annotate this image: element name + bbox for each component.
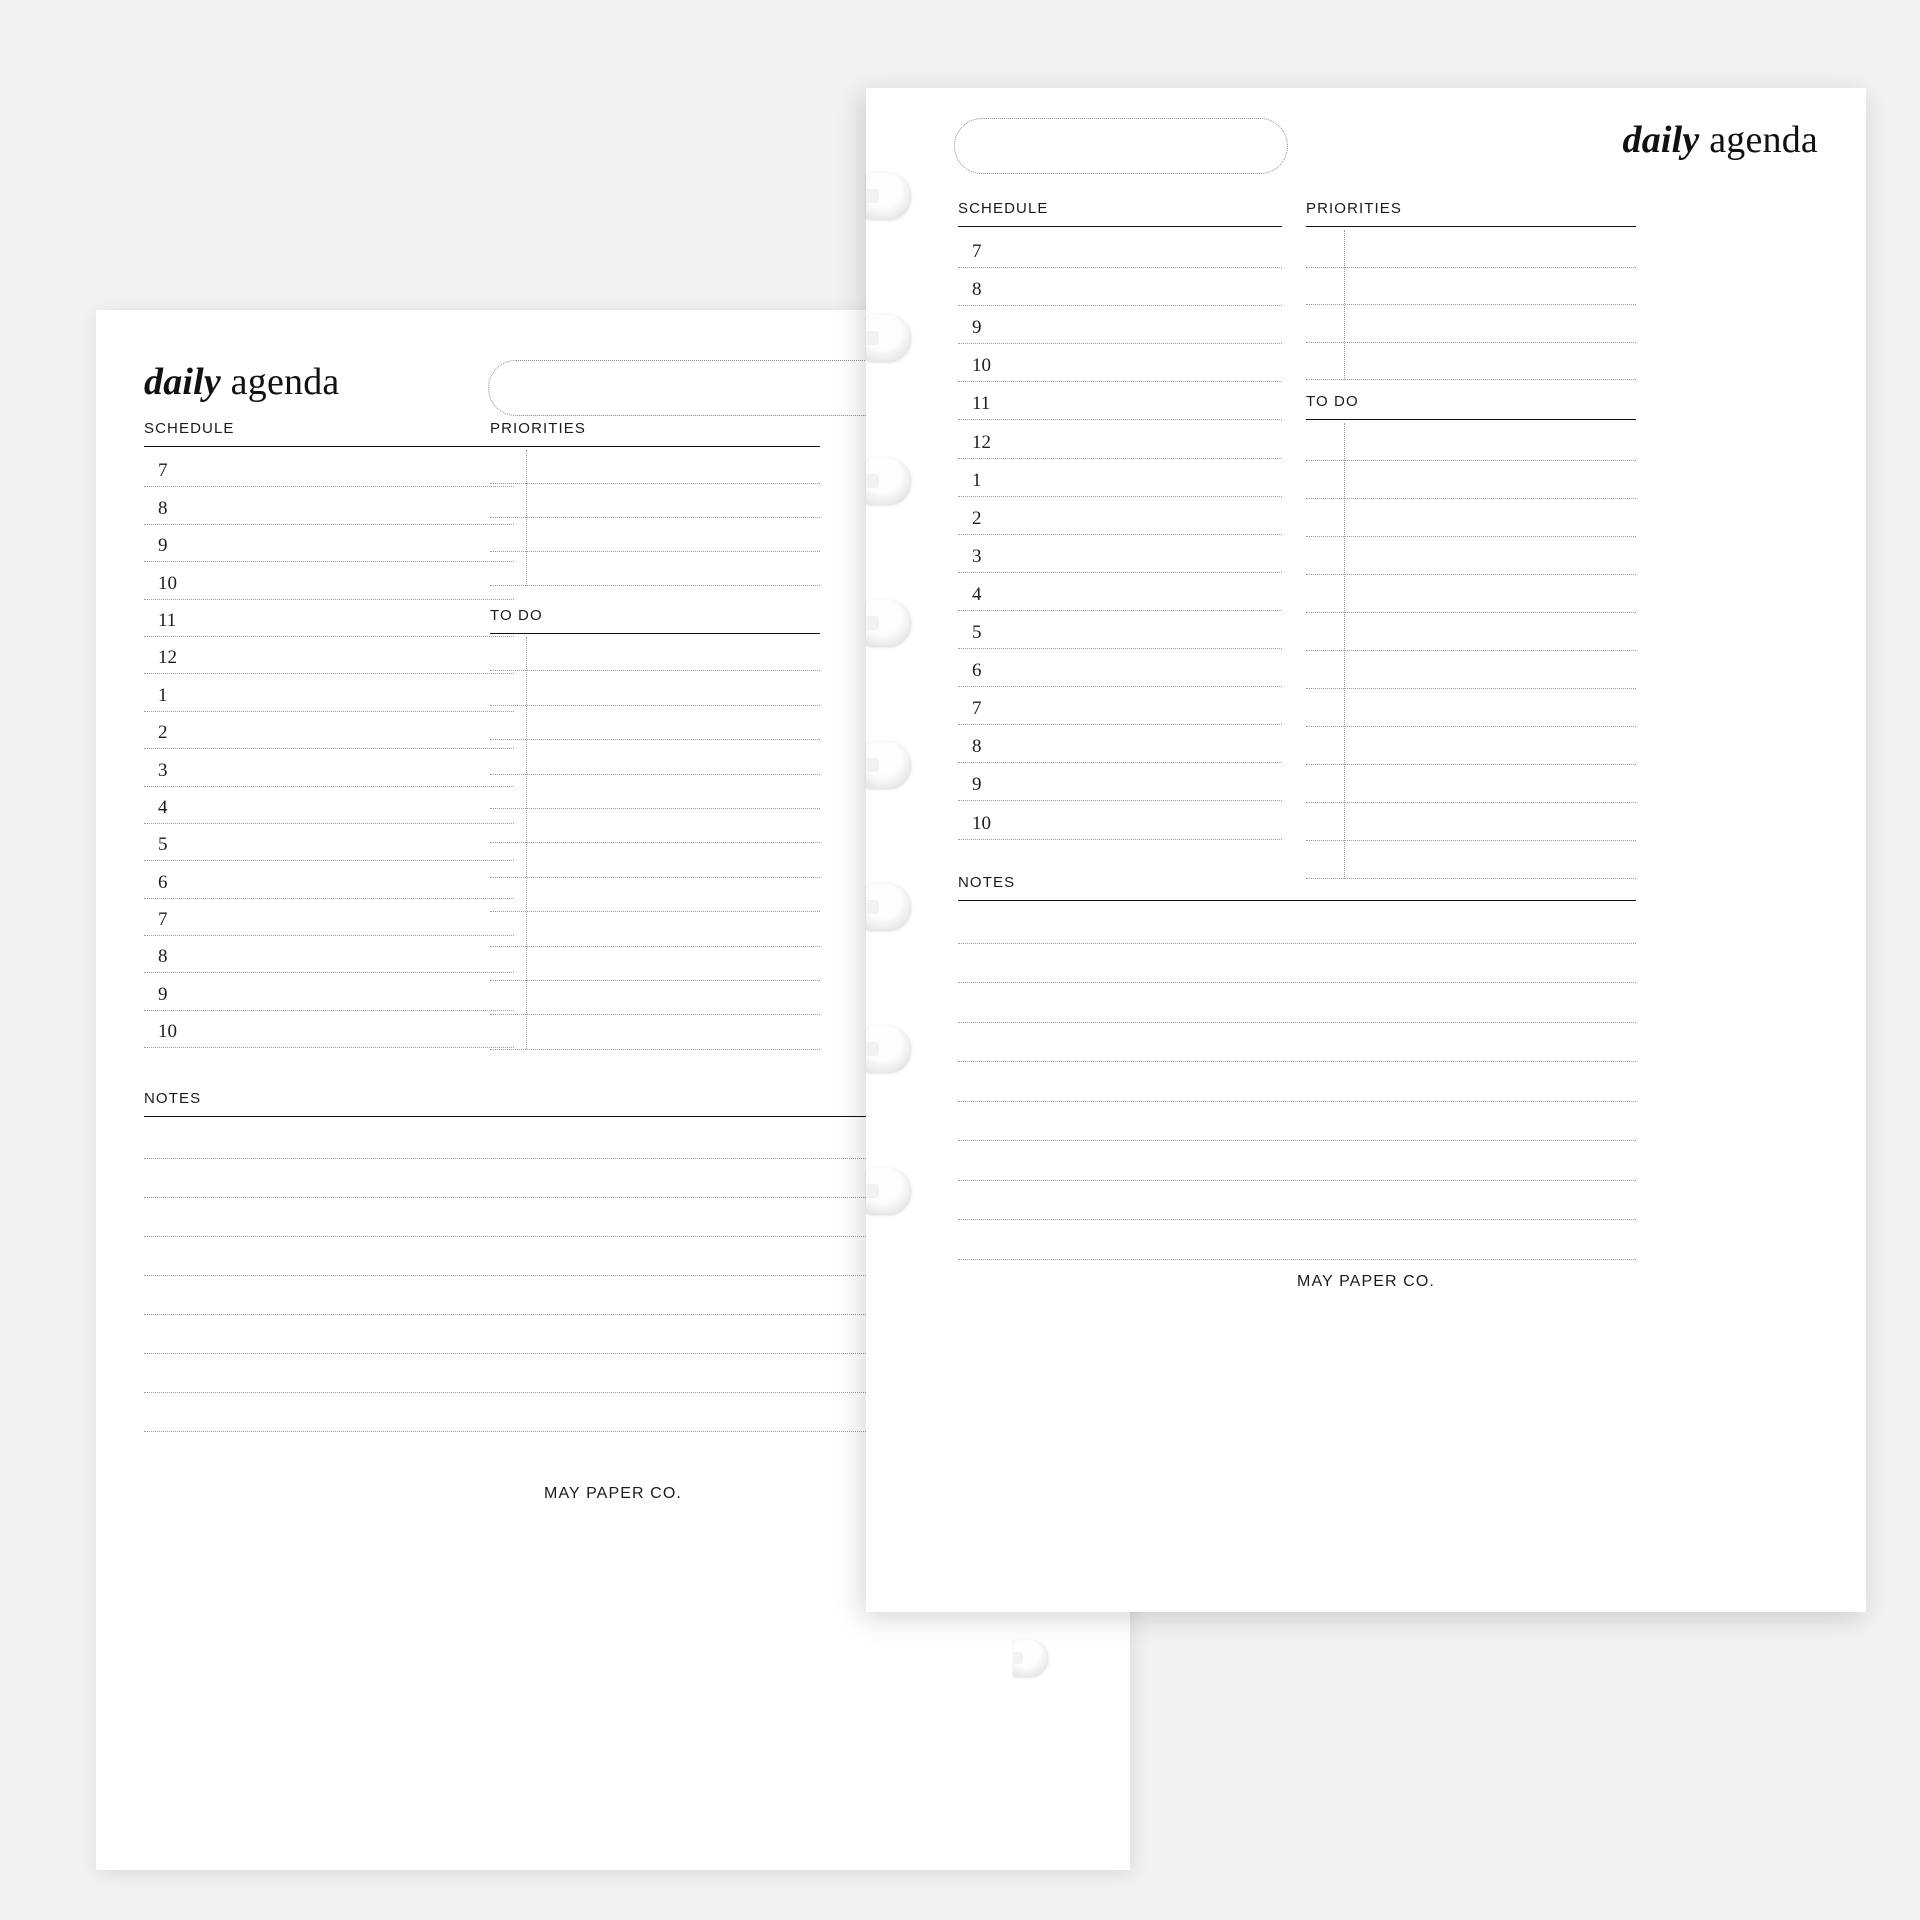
- priorities-rule-back: [490, 446, 820, 447]
- page-title-italic-back: daily: [144, 361, 221, 403]
- footer-brand-back: MAY PAPER CO.: [544, 1485, 682, 1502]
- writing-line[interactable]: [490, 706, 820, 740]
- priorities-lines-back[interactable]: [490, 450, 820, 586]
- schedule-hour-label: 7: [972, 698, 982, 720]
- date-field-front[interactable]: [954, 118, 1288, 174]
- schedule-row[interactable]: [144, 899, 514, 936]
- writing-line[interactable]: [1306, 727, 1636, 765]
- writing-line[interactable]: [1306, 268, 1636, 306]
- writing-line[interactable]: [1306, 765, 1636, 803]
- page-title-back: [144, 360, 339, 404]
- schedule-row[interactable]: [958, 420, 1282, 458]
- schedule-row[interactable]: [144, 749, 514, 786]
- schedule-hour-label: 10: [972, 355, 991, 377]
- page-title-front: [1623, 118, 1818, 162]
- schedule-row[interactable]: [144, 712, 514, 749]
- todo-margin-line-back: [526, 637, 527, 1049]
- writing-line[interactable]: [958, 944, 1636, 984]
- todo-heading-back: TO DO: [490, 607, 543, 624]
- schedule-rule-front: [958, 226, 1282, 227]
- schedule-row[interactable]: [958, 268, 1282, 306]
- schedule-hour-label: 10: [158, 572, 177, 594]
- schedule-hour-label: 3: [158, 759, 168, 781]
- writing-line[interactable]: [490, 809, 820, 843]
- schedule-hour-label: 4: [158, 796, 168, 818]
- schedule-row[interactable]: [144, 487, 514, 524]
- writing-line[interactable]: [490, 552, 820, 586]
- todo-margin-line-front: [1344, 423, 1345, 879]
- disc-punch-hole: [866, 458, 910, 504]
- page-title-italic-front: daily: [1622, 119, 1700, 161]
- schedule-hour-label: 10: [972, 812, 991, 834]
- disc-punch-hole: [866, 1026, 910, 1072]
- planner-page-front: [866, 88, 1866, 1612]
- schedule-row[interactable]: [958, 382, 1282, 420]
- schedule-hour-label: 7: [972, 241, 982, 263]
- writing-line[interactable]: [1306, 689, 1636, 727]
- schedule-hour-label: 6: [972, 660, 982, 682]
- schedule-hour-label: 9: [972, 774, 982, 796]
- schedule-hour-label: 8: [972, 736, 982, 758]
- disc-punch-hole: [866, 173, 910, 219]
- disc-punch-hole: [866, 1168, 910, 1214]
- notes-rule-front: [958, 900, 1636, 901]
- todo-lines-back[interactable]: [490, 637, 820, 1050]
- notes-heading-front: NOTES: [958, 874, 1016, 891]
- writing-line[interactable]: [958, 1023, 1636, 1063]
- schedule-row[interactable]: [144, 600, 514, 637]
- writing-line[interactable]: [958, 1102, 1636, 1142]
- writing-line[interactable]: [490, 637, 820, 671]
- schedule-row[interactable]: [144, 787, 514, 824]
- schedule-hour-label: 6: [158, 871, 168, 893]
- schedule-row[interactable]: [958, 687, 1282, 725]
- writing-line[interactable]: [1306, 423, 1636, 461]
- disc-punch-hole: [866, 884, 910, 930]
- writing-line[interactable]: [1306, 575, 1636, 613]
- writing-line[interactable]: [958, 983, 1636, 1023]
- writing-line[interactable]: [490, 981, 820, 1015]
- schedule-hour-label: 9: [158, 535, 168, 557]
- schedule-row[interactable]: [958, 649, 1282, 687]
- schedule-list-front[interactable]: [958, 230, 1282, 840]
- schedule-row[interactable]: [958, 230, 1282, 268]
- schedule-row[interactable]: [144, 525, 514, 562]
- schedule-hour-label: 10: [158, 1021, 177, 1043]
- writing-line[interactable]: [490, 671, 820, 705]
- priorities-rule-front: [1306, 226, 1636, 227]
- schedule-hour-label: 12: [158, 647, 177, 669]
- disc-punch-hole: [866, 315, 910, 361]
- schedule-hour-label: 9: [158, 983, 168, 1005]
- disc-punch-hole: [866, 600, 910, 646]
- schedule-heading-front: SCHEDULE: [958, 200, 1049, 217]
- writing-line[interactable]: [1306, 461, 1636, 499]
- schedule-hour-label: 1: [972, 469, 982, 491]
- schedule-row[interactable]: [144, 973, 514, 1010]
- writing-line[interactable]: [490, 843, 820, 877]
- todo-lines-front[interactable]: [1306, 423, 1636, 879]
- todo-heading-front: TO DO: [1306, 393, 1359, 410]
- schedule-hour-label: 8: [158, 946, 168, 968]
- schedule-rule-back: [144, 446, 514, 447]
- schedule-row[interactable]: [144, 450, 514, 487]
- writing-line[interactable]: [490, 518, 820, 552]
- writing-line[interactable]: [490, 484, 820, 518]
- priorities-margin-line-front: [1344, 230, 1345, 380]
- priorities-margin-line-back: [526, 450, 527, 586]
- writing-line[interactable]: [490, 912, 820, 946]
- schedule-row[interactable]: [144, 562, 514, 599]
- schedule-hour-label: 3: [972, 545, 982, 567]
- writing-line[interactable]: [490, 450, 820, 484]
- schedule-row[interactable]: [958, 725, 1282, 763]
- writing-line[interactable]: [958, 1141, 1636, 1181]
- schedule-row[interactable]: [144, 637, 514, 674]
- schedule-hour-label: 1: [158, 684, 168, 706]
- writing-line[interactable]: [1306, 613, 1636, 651]
- priorities-heading-front: PRIORITIES: [1306, 200, 1403, 217]
- schedule-hour-label: 4: [972, 583, 982, 605]
- priorities-lines-front[interactable]: [1306, 230, 1636, 380]
- schedule-hour-label: 8: [972, 279, 982, 301]
- schedule-row[interactable]: [958, 459, 1282, 497]
- writing-line[interactable]: [1306, 343, 1636, 381]
- schedule-row[interactable]: [958, 497, 1282, 535]
- schedule-row[interactable]: [958, 611, 1282, 649]
- schedule-hour-label: 5: [972, 622, 982, 644]
- writing-line[interactable]: [490, 947, 820, 981]
- page-title-regular-back: agenda: [220, 361, 340, 403]
- writing-line[interactable]: [1306, 841, 1636, 879]
- writing-line[interactable]: [958, 1220, 1636, 1260]
- todo-rule-front: [1306, 419, 1636, 420]
- writing-line[interactable]: [958, 904, 1636, 944]
- schedule-hour-label: 8: [158, 497, 168, 519]
- writing-line[interactable]: [490, 775, 820, 809]
- schedule-row[interactable]: [144, 936, 514, 973]
- writing-line[interactable]: [1306, 537, 1636, 575]
- writing-line[interactable]: [958, 1062, 1636, 1102]
- writing-line[interactable]: [1306, 499, 1636, 537]
- writing-line[interactable]: [490, 878, 820, 912]
- schedule-row[interactable]: [144, 861, 514, 898]
- writing-line[interactable]: [1306, 651, 1636, 689]
- schedule-hour-label: 11: [158, 609, 177, 631]
- writing-line[interactable]: [1306, 305, 1636, 343]
- schedule-row[interactable]: [958, 535, 1282, 573]
- writing-line[interactable]: [1306, 803, 1636, 841]
- schedule-row[interactable]: [958, 573, 1282, 611]
- date-field-back[interactable]: [488, 360, 918, 416]
- schedule-row[interactable]: [958, 801, 1282, 839]
- schedule-hour-label: 2: [972, 507, 982, 529]
- schedule-row[interactable]: [958, 306, 1282, 344]
- footer-brand-front: MAY PAPER CO.: [1297, 1273, 1435, 1290]
- disc-punch-hole: [866, 742, 910, 788]
- schedule-list-back[interactable]: [144, 450, 514, 1048]
- schedule-hour-label: 12: [972, 431, 991, 453]
- schedule-hour-label: 7: [158, 909, 168, 931]
- page-title-regular-front: agenda: [1699, 119, 1818, 161]
- schedule-row[interactable]: [958, 763, 1282, 801]
- disc-punch-hole-back: [1013, 1640, 1047, 1676]
- schedule-hour-label: 9: [972, 317, 982, 339]
- schedule-heading-back: SCHEDULE: [144, 420, 235, 437]
- writing-line[interactable]: [958, 1181, 1636, 1221]
- notes-heading-back: NOTES: [144, 1090, 202, 1107]
- writing-line[interactable]: [1306, 230, 1636, 268]
- schedule-row[interactable]: [144, 674, 514, 711]
- schedule-hour-label: 2: [158, 722, 168, 744]
- schedule-row[interactable]: [958, 344, 1282, 382]
- schedule-hour-label: 7: [158, 460, 168, 482]
- schedule-row[interactable]: [144, 824, 514, 861]
- writing-line[interactable]: [490, 1015, 820, 1049]
- notes-lines-front[interactable]: [958, 904, 1636, 1260]
- schedule-hour-label: 5: [158, 834, 168, 856]
- writing-line[interactable]: [490, 740, 820, 774]
- todo-rule-back: [490, 633, 820, 634]
- priorities-heading-back: PRIORITIES: [490, 420, 587, 437]
- schedule-row[interactable]: [144, 1011, 514, 1048]
- schedule-hour-label: 11: [972, 393, 991, 415]
